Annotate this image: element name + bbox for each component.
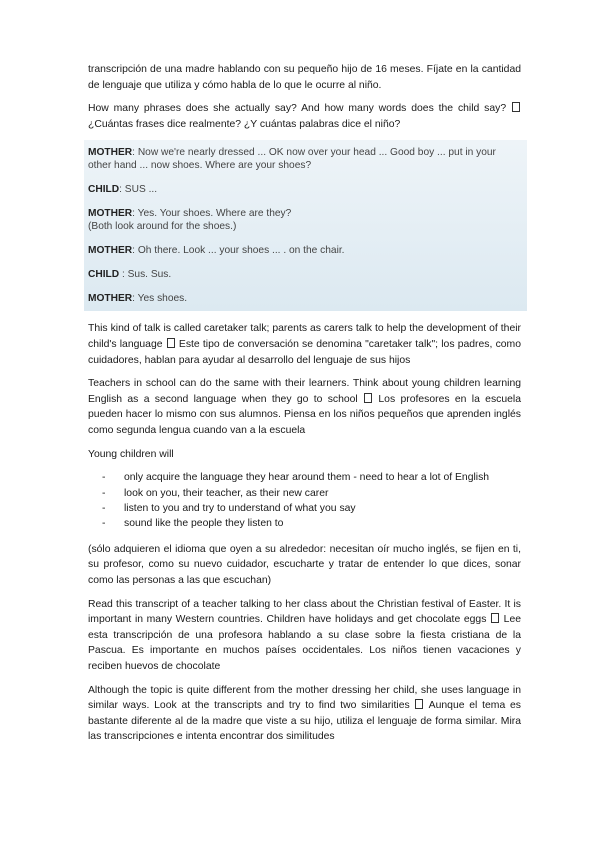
similarities-paragraph	[88, 683, 521, 745]
question-paragraph	[88, 101, 521, 132]
dash-bullet: -	[102, 502, 106, 514]
transcript-line	[88, 207, 519, 233]
easter-paragraph	[88, 597, 521, 675]
speech-text: : Yes shoes.	[132, 293, 188, 305]
spanish-summary-paragraph: (sólo adquieren el idioma que oyen a su alrededor: necesitan oír mucho inglés, se fijen en ti, su profesor, como su nuevo cuidador, escucharte y tratar de entender lo que dices, sonar como las personas a las que escuchan)	[88, 543, 521, 586]
caretaker-spanish: Este tipo de conversación se denomina "caretaker talk"; los padres, como cuidadores, hablan para ayudar al desarrollo del lenguaje de sus hijos	[88, 338, 521, 366]
list-item: - look on you, their teacher, as their new carer	[88, 486, 521, 501]
speaker-label: CHILD	[88, 269, 120, 281]
speech-text: : Yes. Your shoes. Where are they? (Both look around for the shoes.)	[88, 208, 292, 233]
transcript-line	[88, 244, 519, 257]
transcript-line	[88, 183, 519, 196]
children-will-list	[88, 470, 521, 532]
question-english: How many phrases does she actually say? And how many words does the child say?	[88, 103, 507, 115]
speaker-label: MOTHER	[88, 245, 133, 257]
dash-bullet: -	[102, 487, 106, 499]
speaker-label: MOTHER	[88, 147, 133, 159]
missing-glyph-icon	[512, 102, 520, 112]
speaker-label: CHILD	[88, 184, 120, 196]
speaker-label: MOTHER	[88, 293, 133, 305]
caretaker-english: This kind of talk is called caretaker talk; parents as carers talk to help the development of their child's language	[88, 323, 521, 350]
speech-text: : Oh there. Look ... your shoes ... . on the chair.	[132, 245, 345, 257]
speech-text: : Sus. Sus.	[119, 269, 172, 281]
speech-text: : Now we're nearly dressed ... OK now over your head ... Good boy ... put in your other hand ... now shoes. Where are your shoes?	[88, 147, 496, 172]
intro-paragraph: transcripción de una madre hablando con su pequeño hijo de 16 meses. Fíjate en la cantidad de lenguaje que utiliza y cómo habla de lo que le ocurre al niño.	[88, 64, 521, 91]
list-item: - listen to you and try to understand of what you say	[88, 501, 521, 516]
missing-glyph-icon	[167, 338, 175, 348]
missing-glyph-icon	[364, 393, 372, 403]
speech-text: : SUS ...	[119, 184, 158, 196]
missing-glyph-icon	[491, 613, 499, 623]
teachers-spanish: Los profesores en la escuela pueden hacer lo mismo con sus alumnos. Piensa en los niños pequeños que aprenden inglés como segunda lengua cuando van a la escuela	[88, 393, 521, 436]
list-intro: Young children will	[88, 448, 174, 460]
teachers-english: Teachers in school can do the same with their learners. Think about young children learning English as a second language when they go to school	[88, 378, 521, 405]
speaker-label: MOTHER	[88, 208, 133, 220]
transcript-line	[88, 146, 519, 172]
list-item: - only acquire the language they hear around them - need to hear a lot of English	[88, 470, 521, 485]
question-spanish: ¿Cuántas frases dice realmente? ¿Y cuántas palabras dice el niño?	[88, 118, 401, 130]
transcript-line	[88, 268, 519, 281]
similarities-spanish: Aunque el tema es bastante diferente al de la madre que viste a su hijo, utiliza el lenguaje de forma similar. Mira las transcripciones e intenta encontrar dos similitudes	[88, 700, 521, 743]
teachers-paragraph	[88, 376, 521, 438]
caretaker-talk-paragraph	[88, 321, 521, 368]
dash-bullet: -	[102, 518, 106, 530]
missing-glyph-icon	[415, 699, 423, 709]
similarities-english: Although the topic is quite different from the mother dressing her child, she uses language in similar ways. Look at the transcripts and try to find two similarities	[88, 684, 521, 712]
transcript-line	[88, 292, 519, 305]
easter-spanish: Lee esta transcripción de una profesora hablando a su clase sobre la fiesta cristiana de la Pascua. Es importante en muchos países occidentales. Los niños tienen vacaciones y reciben huevos de chocolate	[88, 614, 522, 672]
mother-child-transcript	[84, 140, 527, 311]
list-item: - sound like the people they listen to	[88, 516, 521, 531]
dash-bullet: -	[102, 472, 106, 484]
easter-english: Read this transcript of a teacher talking to her class about the Christian festival of Easter. It is important in many Western countries. Children have holidays and get chocolate eggs	[88, 598, 521, 626]
